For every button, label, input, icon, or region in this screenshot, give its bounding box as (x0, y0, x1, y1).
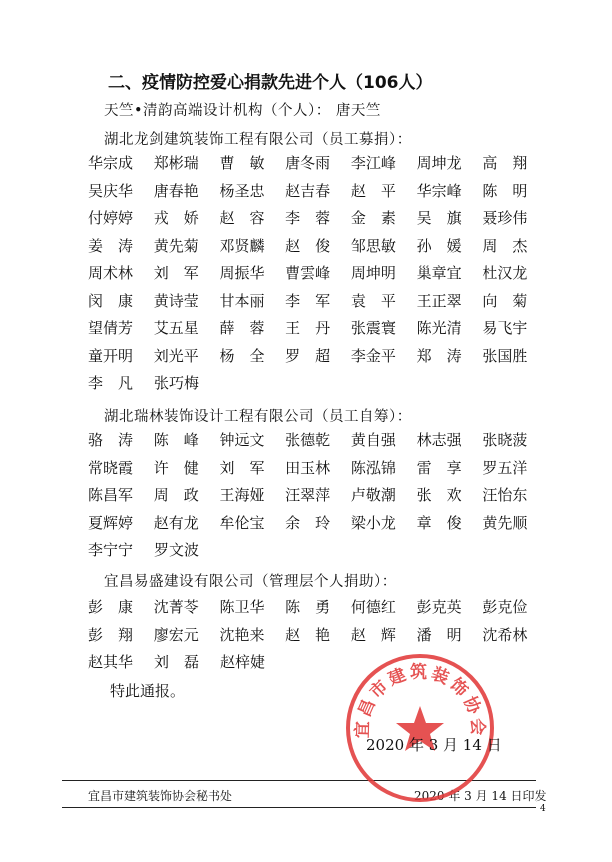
person-name: 雷 享 (416, 458, 462, 477)
person-name: 杨圣忠 (219, 181, 265, 200)
section-heading: 二、疫情防控爱心捐款先进个人（106人） (108, 73, 433, 93)
person-name: 吴 旗 (416, 209, 462, 228)
person-name: 赵 容 (219, 209, 265, 228)
person-name: 汪怡东 (482, 486, 528, 505)
group-2-names (88, 426, 548, 564)
person-name: 甘本丽 (219, 291, 265, 310)
person-name: 艾五星 (153, 319, 199, 338)
person-name: 孙 媛 (416, 236, 462, 255)
person-name: 黄诗莹 (153, 291, 199, 310)
name-row (88, 287, 548, 315)
person-name: 黄先顺 (482, 513, 528, 532)
name-row (88, 536, 548, 564)
person-name: 何德红 (350, 598, 396, 617)
person-name: 向 菊 (482, 291, 528, 310)
person-name: 林志强 (416, 431, 462, 450)
name-row (88, 149, 548, 177)
group-1-names (88, 149, 548, 397)
person-name: 赵 艳 (285, 625, 331, 644)
person-name: 黄自强 (350, 431, 396, 450)
person-name: 邓贤麟 (219, 236, 265, 255)
name-row (88, 621, 548, 649)
person-name: 黄先菊 (153, 236, 199, 255)
person-name: 陈 勇 (285, 598, 331, 617)
person-name: 陈泓锦 (350, 458, 396, 477)
person-name: 周坤明 (350, 264, 396, 283)
group-2-title: 湖北瑞林装饰设计工程有限公司（员工自筹）： (104, 409, 412, 425)
person-name: 田玉林 (285, 458, 331, 477)
person-name: 李宁宁 (88, 541, 134, 560)
person-name: 郑 涛 (416, 346, 462, 365)
person-name: 曹 敏 (219, 154, 265, 173)
name-row (88, 342, 548, 370)
person-name: 李 军 (285, 291, 331, 310)
person-name: 杨 全 (219, 346, 265, 365)
person-name: 赵 辉 (350, 625, 396, 644)
person-name: 薛 蓉 (219, 319, 265, 338)
person-name: 罗 超 (285, 346, 331, 365)
person-name: 夏辉婷 (88, 513, 134, 532)
name-row (88, 454, 548, 482)
person-name: 袁 平 (350, 291, 396, 310)
name-row (88, 426, 548, 454)
person-name: 刘 军 (219, 458, 265, 477)
person-name: 钟远文 (219, 431, 265, 450)
person-name: 沈菁苓 (153, 598, 199, 617)
person-name: 唐春艳 (153, 181, 199, 200)
name-row (88, 509, 548, 537)
person-name: 姜 涛 (88, 236, 134, 255)
person-name: 周术林 (88, 264, 134, 283)
person-name: 骆 涛 (88, 431, 134, 450)
group-1-title: 湖北龙剑建筑装饰工程有限公司（员工募捐）： (104, 132, 412, 148)
person-name: 聂珍伟 (482, 209, 528, 228)
person-name: 付婷婷 (88, 209, 134, 228)
group-3-title: 宜昌易盛建设有限公司（管理层个人捐助）： (104, 574, 397, 590)
person-name: 许 健 (153, 458, 199, 477)
person-name: 唐冬雨 (285, 154, 331, 173)
footer-issuer: 宜昌市建筑装饰协会秘书处 (88, 789, 233, 803)
person-name: 卢敬潮 (350, 486, 396, 505)
person-name: 戎 娇 (153, 209, 199, 228)
person-name: 杜汉龙 (482, 264, 528, 283)
person-name: 望倩芳 (88, 319, 134, 338)
person-name: 彭克俭 (482, 598, 528, 617)
person-name: 张晓菠 (482, 431, 528, 450)
name-row (88, 369, 548, 397)
person-name: 余 玲 (285, 513, 331, 532)
org-line-tianzhu: 天竺•清韵高端设计机构（个人）： 唐天竺 (104, 103, 381, 119)
person-name: 李金平 (350, 346, 396, 365)
person-name: 华宗峰 (416, 181, 462, 200)
person-name: 周坤龙 (416, 154, 462, 173)
person-name: 陈光清 (416, 319, 462, 338)
person-name: 陈 峰 (153, 431, 199, 450)
name-row (88, 177, 548, 205)
seal-text: 宜昌市建筑装饰协会 (352, 662, 488, 739)
person-name: 王海娅 (219, 486, 265, 505)
person-name: 陈昌军 (88, 486, 134, 505)
person-name: 张巧梅 (154, 374, 200, 393)
name-row (88, 204, 548, 232)
person-name: 易飞宇 (482, 319, 528, 338)
person-name: 刘 磊 (154, 653, 200, 672)
person-name: 廖宏元 (153, 625, 199, 644)
name-row (88, 481, 548, 509)
person-name: 曹雲峰 (285, 264, 331, 283)
person-name: 罗五洋 (482, 458, 528, 477)
person-name: 潘 明 (416, 625, 462, 644)
person-name: 彭 翔 (88, 625, 134, 644)
person-name: 李江峰 (350, 154, 396, 173)
person-name: 张德乾 (285, 431, 331, 450)
person-name: 李 蓉 (285, 209, 331, 228)
person-name: 常晓霞 (88, 458, 134, 477)
person-name: 赵 俊 (285, 236, 331, 255)
person-name: 张 欢 (416, 486, 462, 505)
issue-date: 2020 年 3 月 14 日 (366, 736, 502, 754)
person-name: 闵 康 (88, 291, 134, 310)
person-name: 沈希林 (482, 625, 528, 644)
person-name: 汪翠萍 (285, 486, 331, 505)
name-row (88, 593, 548, 621)
person-name: 赵有龙 (153, 513, 199, 532)
person-name: 彭 康 (88, 598, 134, 617)
person-name: 赵吉春 (285, 181, 331, 200)
footer-print-date: 2020 年 3 月 14 日印发 (414, 789, 547, 803)
person-name: 王正翠 (416, 291, 462, 310)
person-name: 郑彬瑞 (153, 154, 199, 173)
person-name: 张震寰 (350, 319, 396, 338)
person-name: 李 凡 (88, 374, 134, 393)
person-name: 周振华 (219, 264, 265, 283)
name-row (88, 232, 548, 260)
name-row (88, 259, 548, 287)
official-seal (340, 648, 500, 808)
person-name: 邹思敏 (350, 236, 396, 255)
page-number: 4 (540, 804, 546, 814)
person-name: 刘 军 (153, 264, 199, 283)
person-name: 赵 平 (350, 181, 396, 200)
person-name: 陈 明 (482, 181, 528, 200)
person-name: 张国胜 (482, 346, 528, 365)
person-name: 赵梓婕 (220, 653, 266, 672)
name-row (88, 314, 548, 342)
person-name: 陈卫华 (219, 598, 265, 617)
person-name: 牟伦宝 (219, 513, 265, 532)
person-name: 周 杰 (482, 236, 528, 255)
person-name: 华宗成 (88, 154, 134, 173)
closing-text: 特此通报。 (110, 682, 186, 700)
person-name: 周 政 (153, 486, 199, 505)
person-name: 金 素 (350, 209, 396, 228)
person-name: 梁小龙 (350, 513, 396, 532)
person-name: 巢章宜 (416, 264, 462, 283)
person-name: 罗文波 (154, 541, 200, 560)
person-name: 章 俊 (416, 513, 462, 532)
person-name: 高 翔 (482, 154, 528, 173)
person-name: 王 丹 (285, 319, 331, 338)
person-name: 沈艳来 (219, 625, 265, 644)
person-name: 彭克英 (416, 598, 462, 617)
person-name: 刘光平 (153, 346, 199, 365)
person-name: 童开明 (88, 346, 134, 365)
person-name: 赵其华 (88, 653, 134, 672)
person-name: 吴庆华 (88, 181, 134, 200)
